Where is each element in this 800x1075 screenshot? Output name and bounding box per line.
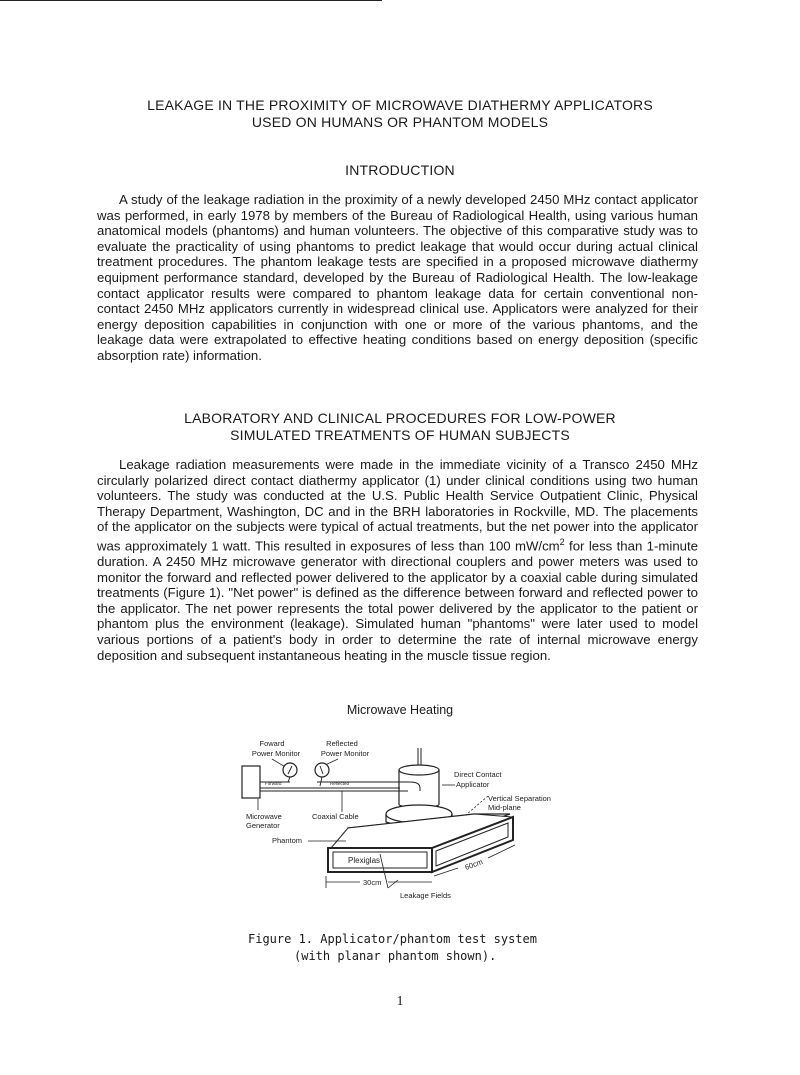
procedures-text-part-2: for less than 1-minute duration. A 2450 MHz microwave generator with directional couplers and power meters was used to monitor the forward and reflected power delivered to the applicator by a coaxial cable during simulated treatments (Figure 1). "Net power" is defined as the difference between forward and reflected power to the applicator. The net power represents the total power delivered by the applicator to the patient or phantom plus the environment (leakage). Simulated human "phantoms" were later used to model various portions of a patient's body in order to determine the rate of internal microwave energy deposition and subsequent instantaneous heating in the muscle tissue region.	[97, 538, 698, 663]
dim-30cm: 30cm	[363, 878, 382, 887]
leakage-fields-label: Leakage Fields	[400, 891, 451, 900]
plexiglas-label: Plexiglas	[348, 856, 381, 865]
reflected-power-meter	[315, 763, 329, 777]
separation-label-1: Vertical Separation	[488, 794, 551, 803]
dim-60cm: 60cm	[463, 857, 484, 872]
forward-monitor-label-2: Power Monitor	[251, 749, 301, 758]
caption-line-2: (with planar phantom shown).	[294, 949, 497, 963]
introduction-heading: INTRODUCTION	[345, 162, 455, 178]
applicator-label-2: Applicator	[456, 780, 490, 789]
caption-line-1: Figure 1. Applicator/phantom test system	[248, 932, 537, 946]
microwave-generator	[242, 766, 260, 798]
reflected-tag: Reflected	[330, 781, 350, 786]
figure-caption	[248, 931, 608, 965]
separation-label-2: Mid-plane	[488, 803, 521, 812]
reflected-monitor-label-1: Reflected	[326, 739, 358, 748]
title-line-2: USED ON HUMANS OR PHANTOM MODELS	[251, 114, 549, 130]
introduction-paragraph	[97, 192, 698, 364]
generator-label-2: Generator	[246, 821, 280, 830]
generator-label-1: Microwave	[246, 812, 282, 821]
forward-monitor-label-1: Foward	[259, 739, 285, 748]
top-rule	[0, 0, 382, 1]
procedures-paragraph	[97, 457, 698, 663]
figure-title: Microwave Heating	[346, 703, 454, 717]
phantom-label: Phantom	[272, 836, 303, 845]
page-number: 1	[396, 994, 404, 1009]
procedures-heading-line-1: LABORATORY AND CLINICAL PROCEDURES FOR LOW-POWER	[184, 410, 616, 426]
introduction-text: A study of the leakage radiation in the proximity of a newly developed 2450 MHz contact applicator was performed, in early 1978 by members of the Bureau of Radiological Health, using various human anatomical models (phantoms) and human volunteers. The objective of this comparative study was to evaluate the practicality of using phantoms to predict leakage that would occur during actual clinical treatment procedures. The phantom leakage tests are specified in a proposed microwave diathermy equipment performance standard, developed by the Bureau of Radiological Health. The low-leakage contact applicator results were compared to phantom leakage data for certain conventional non-contact 2450 MHz applicators currently in widespread clinical use. Applicators were analyzed for their energy deposition capabilities in conjunction with one or more of the various phantoms, and the leakage data were extrapolated to effective heating conditions based on energy deposition (specific absorption rate) information.	[97, 192, 698, 363]
procedures-heading	[0, 410, 800, 444]
reflected-monitor-label-2: Power Monitor	[320, 749, 370, 758]
applicator-label-1: Direct Contact	[454, 770, 502, 779]
procedures-heading-line-2: SIMULATED TREATMENTS OF HUMAN SUBJECTS	[230, 427, 570, 443]
procedures-text-part-1: Leakage radiation measurements were made in the immediate vicinity of a Transco 2450 MHz circularly polarized direct contact diathermy applicator (1) under clinical conditions using two human volunteers. The study was conducted at the U.S. Public Health Service Outpatient Clinic, Physical Therapy Department, Washington, DC and in the BRH laboratories in Rockville, MD. The placements of the applicator on the subjects were typical of actual treatments, but the net power into the applicator was approximately 1 watt. This resulted in exposures of less than 100 mW/cm	[97, 457, 698, 554]
title-line-1: LEAKAGE IN THE PROXIMITY OF MICROWAVE DIATHERMY APPLICATORS	[147, 97, 653, 113]
forward-tag: Forward	[265, 781, 282, 786]
applicator-top	[399, 765, 439, 775]
superscript-2: 2	[559, 536, 565, 547]
figure-diagram	[230, 730, 580, 910]
cable-label: Coaxial Cable	[312, 812, 359, 821]
paper-title	[0, 97, 800, 131]
